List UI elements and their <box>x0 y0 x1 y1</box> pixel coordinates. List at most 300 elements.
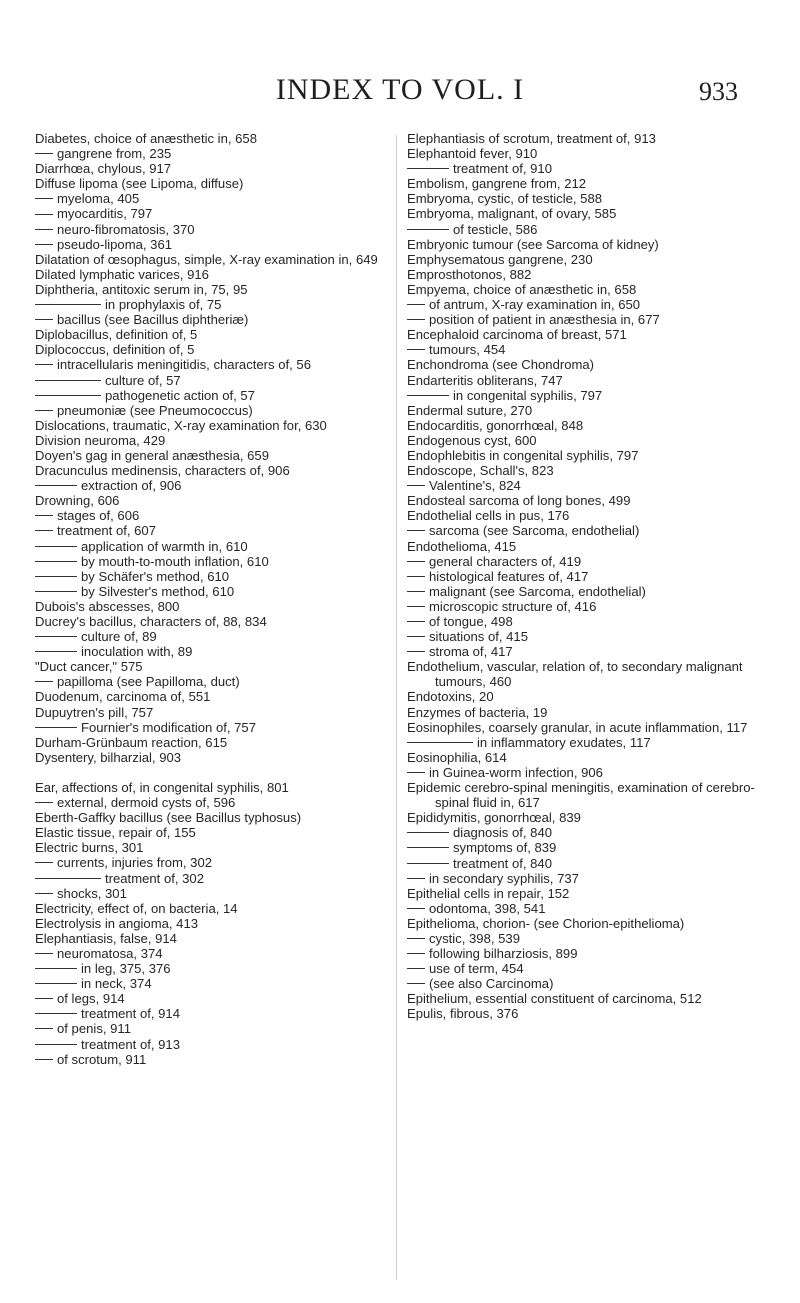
index-entry <box>35 448 385 463</box>
index-subentry <box>35 644 385 659</box>
ditto-dash <box>35 1013 77 1014</box>
index-subentry <box>407 161 767 176</box>
index-entry <box>407 1006 767 1021</box>
entry-text: Endophlebitis in congenital syphilis, 797 <box>407 447 639 463</box>
ditto-dash <box>35 244 53 245</box>
ditto-dash <box>407 485 425 486</box>
index-subentry <box>35 1037 385 1052</box>
ditto-dash <box>407 606 425 607</box>
ditto-dash <box>407 319 425 320</box>
entry-text: of penis, 911 <box>57 1021 132 1037</box>
ditto-dash <box>35 1044 77 1045</box>
index-entry <box>407 493 767 508</box>
ditto-dash <box>407 591 425 592</box>
index-entry <box>407 237 767 252</box>
index-entry <box>35 659 385 674</box>
entry-text: Dilatation of œsophagus, simple, X-ray examination in, 649 <box>35 251 378 267</box>
ditto-dash <box>35 395 101 396</box>
entry-text: Dubois's abscesses, 800 <box>35 598 180 614</box>
entry-text: in secondary syphilis, 737 <box>429 870 579 886</box>
entry-text: culture of, 89 <box>81 629 157 645</box>
page-header <box>0 72 800 112</box>
entry-text: Endocarditis, gonorrhœal, 848 <box>407 417 584 433</box>
index-entry <box>35 282 385 297</box>
ditto-dash <box>407 968 425 969</box>
index-entry <box>407 750 767 765</box>
index-entry <box>35 599 385 614</box>
page-number: 933 <box>699 77 738 106</box>
ditto-dash <box>35 153 53 154</box>
ditto-dash <box>35 651 77 652</box>
entry-text: Encephaloid carcinoma of breast, 571 <box>407 327 627 343</box>
index-subentry <box>35 1052 385 1067</box>
entry-text: myeloma, 405 <box>57 191 140 207</box>
ditto-dash <box>407 576 425 577</box>
index-entry <box>407 886 767 901</box>
index-subentry <box>35 886 385 901</box>
entry-text: of antrum, X-ray examination in, 650 <box>429 297 641 313</box>
index-subentry <box>35 855 385 870</box>
index-entry <box>35 342 385 357</box>
index-entry <box>407 720 767 735</box>
index-entry <box>35 735 385 750</box>
entry-text: Electricity, effect of, on bacteria, 14 <box>35 900 238 916</box>
ditto-dash <box>407 304 425 305</box>
entry-text: Embryonic tumour (see Sarcoma of kidney) <box>407 236 659 252</box>
index-subentry <box>35 629 385 644</box>
index-entry <box>35 780 385 795</box>
entry-text: Eosinophiles, coarsely granular, in acute inflammation, 117 <box>407 719 748 735</box>
index-subentry <box>35 1021 385 1036</box>
index-subentry <box>407 825 767 840</box>
index-entry <box>407 448 767 463</box>
ditto-dash <box>35 319 53 320</box>
index-subentry <box>35 539 385 554</box>
index-subentry <box>407 976 767 991</box>
entry-text: treatment of, 607 <box>57 523 156 539</box>
entry-text: Embryoma, cystic, of testicle, 588 <box>407 191 603 207</box>
entry-text: sarcoma (see Sarcoma, endothelial) <box>429 523 640 539</box>
index-subentry <box>407 629 767 644</box>
index-subentry <box>35 961 385 976</box>
ditto-dash <box>407 878 425 879</box>
ditto-dash <box>35 636 77 637</box>
ditto-dash <box>35 380 101 381</box>
entry-text: treatment of, 910 <box>453 161 552 177</box>
index-subentry <box>35 523 385 538</box>
index-subentry <box>35 403 385 418</box>
entry-text: by Silvester's method, 610 <box>81 583 235 599</box>
ditto-dash <box>407 395 449 396</box>
ditto-dash <box>35 561 77 562</box>
index-entry <box>35 931 385 946</box>
index-subentry <box>407 765 767 780</box>
index-subentry <box>407 388 767 403</box>
ditto-dash <box>407 636 425 637</box>
index-entry <box>35 252 385 267</box>
index-subentry <box>35 674 385 689</box>
index-subentry <box>35 312 385 327</box>
entry-text: myocarditis, 797 <box>57 206 153 222</box>
entry-text: Endogenous cyst, 600 <box>407 432 537 448</box>
entry-text: Endosteal sarcoma of long bones, 499 <box>407 493 631 509</box>
entry-text: Elephantoid fever, 910 <box>407 146 538 162</box>
ditto-dash <box>407 530 425 531</box>
ditto-dash <box>407 561 425 562</box>
index-entry <box>35 614 385 629</box>
index-entry <box>35 810 385 825</box>
entry-text: situations of, 415 <box>429 629 528 645</box>
entry-text: microscopic structure of, 416 <box>429 598 597 614</box>
entry-text: Emprosthotonos, 882 <box>407 266 532 282</box>
entry-text: Endothelial cells in pus, 176 <box>407 508 570 524</box>
index-entry <box>35 267 385 282</box>
entry-text: Ear, affections of, in congenital syphilis, 801 <box>35 779 289 795</box>
ditto-dash <box>407 908 425 909</box>
entry-text: stages of, 606 <box>57 508 140 524</box>
index-entry <box>407 252 767 267</box>
index-subentry <box>35 237 385 252</box>
entry-text: neuromatosa, 374 <box>57 945 163 961</box>
index-subentry <box>407 931 767 946</box>
index-entry <box>407 659 767 689</box>
entry-text: currents, injuries from, 302 <box>57 855 213 871</box>
entry-text: malignant (see Sarcoma, endothelial) <box>429 583 646 599</box>
ditto-dash <box>35 229 53 230</box>
entry-text: intracellularis meningitidis, characters of, 56 <box>57 357 311 373</box>
index-subentry <box>35 222 385 237</box>
entry-text: inoculation with, 89 <box>81 644 193 660</box>
index-subentry <box>35 795 385 810</box>
entry-text: in neck, 374 <box>81 976 152 992</box>
index-subentry <box>35 976 385 991</box>
entry-text: of scrotum, 911 <box>57 1051 147 1067</box>
ditto-dash <box>35 998 53 999</box>
index-entry <box>407 539 767 554</box>
index-subentry <box>35 720 385 735</box>
entry-text: Diabetes, choice of anæsthetic in, 658 <box>35 131 257 146</box>
ditto-dash <box>407 863 449 864</box>
index-subentry <box>35 206 385 221</box>
ditto-dash <box>35 530 53 531</box>
index-subentry <box>407 599 767 614</box>
ditto-dash <box>35 953 53 954</box>
entry-text: application of warmth in, 610 <box>81 538 248 554</box>
entry-text: in Guinea-worm infection, 906 <box>429 764 603 780</box>
entry-text: Elastic tissue, repair of, 155 <box>35 825 196 841</box>
entry-text: Electric burns, 301 <box>35 840 144 856</box>
ditto-dash <box>35 893 53 894</box>
entry-text: Dysentery, bilharzial, 903 <box>35 749 182 765</box>
index-subentry <box>35 373 385 388</box>
entry-text: culture of, 57 <box>105 372 181 388</box>
ditto-dash <box>407 229 449 230</box>
entry-text: Diffuse lipoma (see Lipoma, diffuse) <box>35 176 244 192</box>
index-entry <box>35 916 385 931</box>
index-subentry <box>407 840 767 855</box>
entry-text: Epididymitis, gonorrhœal, 839 <box>407 810 581 826</box>
entry-text: by Schäfer's method, 610 <box>81 568 230 584</box>
section-gap <box>35 765 385 780</box>
index-entry <box>407 267 767 282</box>
entry-text: Doyen's gag in general anæsthesia, 659 <box>35 447 269 463</box>
index-subentry <box>407 644 767 659</box>
index-entry <box>35 176 385 191</box>
index-entry <box>35 433 385 448</box>
index-entry <box>35 825 385 840</box>
index-entry <box>407 508 767 523</box>
index-subentry <box>407 946 767 961</box>
entry-text: Endothelioma, 415 <box>407 538 517 554</box>
index-entry <box>407 403 767 418</box>
index-column-right <box>407 131 767 1022</box>
entry-text: Eosinophilia, 614 <box>407 749 507 765</box>
entry-text: diagnosis of, 840 <box>453 825 553 841</box>
ditto-dash <box>407 832 449 833</box>
index-entry <box>407 131 767 146</box>
entry-text: Diphtheria, antitoxic serum in, 75, 95 <box>35 281 248 297</box>
entry-text: Electrolysis in angioma, 413 <box>35 915 199 931</box>
ditto-dash <box>35 681 53 682</box>
index-entry <box>407 206 767 221</box>
index-subentry <box>407 735 767 750</box>
entry-text: (see also Carcinoma) <box>429 976 554 992</box>
entry-text: pseudo-lipoma, 361 <box>57 236 173 252</box>
index-entry <box>35 705 385 720</box>
index-subentry <box>407 222 767 237</box>
ditto-dash <box>35 878 101 879</box>
ditto-dash <box>35 576 77 577</box>
index-entry <box>35 161 385 176</box>
index-subentry <box>35 357 385 372</box>
entry-text: use of term, 454 <box>429 961 524 977</box>
index-subentry <box>407 961 767 976</box>
entry-text: histological features of, 417 <box>429 568 589 584</box>
entry-text: gangrene from, 235 <box>57 146 172 162</box>
index-subentry <box>35 554 385 569</box>
index-subentry <box>407 871 767 886</box>
entry-text: Epithelium, essential constituent of carcinoma, 512 <box>407 991 702 1007</box>
entry-text: Emphysematous gangrene, 230 <box>407 251 593 267</box>
page-title: INDEX TO VOL. I <box>275 73 525 106</box>
entry-text: treatment of, 840 <box>453 855 552 871</box>
index-entry <box>35 901 385 916</box>
entry-text: in prophylaxis of, 75 <box>105 297 222 313</box>
entry-text: stroma of, 417 <box>429 644 513 660</box>
entry-text: in inflammatory exudates, 117 <box>477 734 651 750</box>
ditto-dash <box>35 485 77 486</box>
entry-text: Fournier's modification of, 757 <box>81 719 256 735</box>
index-entry <box>407 463 767 478</box>
ditto-dash <box>407 349 425 350</box>
entry-text: Enchondroma (see Chondroma) <box>407 357 595 373</box>
index-subentry <box>407 523 767 538</box>
index-subentry <box>35 871 385 886</box>
index-entry <box>35 689 385 704</box>
index-entry <box>35 418 385 433</box>
index-entry <box>407 176 767 191</box>
index-subentry <box>35 991 385 1006</box>
ditto-dash <box>407 651 425 652</box>
index-entry <box>407 418 767 433</box>
index-entry <box>407 433 767 448</box>
index-subentry <box>407 554 767 569</box>
ditto-dash <box>407 621 425 622</box>
entry-text: in leg, 375, 376 <box>81 961 171 977</box>
index-subentry <box>407 297 767 312</box>
entry-text: Dislocations, traumatic, X-ray examination for, 630 <box>35 417 327 433</box>
entry-text: Diplococcus, definition of, 5 <box>35 342 195 358</box>
index-subentry <box>35 1006 385 1021</box>
ditto-dash <box>35 198 53 199</box>
ditto-dash <box>35 727 77 728</box>
entry-text: Embryoma, malignant, of ovary, 585 <box>407 206 617 222</box>
entry-text: cystic, 398, 539 <box>429 930 520 946</box>
entry-text: Enzymes of bacteria, 19 <box>407 704 548 720</box>
index-entry <box>407 357 767 372</box>
ditto-dash <box>407 983 425 984</box>
entry-text: Empyema, choice of anæsthetic in, 658 <box>407 281 637 297</box>
index-subentry <box>35 388 385 403</box>
entry-text: Diarrhœa, chylous, 917 <box>35 161 172 177</box>
entry-text: Dilated lymphatic varices, 916 <box>35 266 209 282</box>
entry-text: position of patient in anæsthesia in, 677 <box>429 312 660 328</box>
entry-text: following bilharziosis, 899 <box>429 946 578 962</box>
entry-text: symptoms of, 839 <box>453 840 557 856</box>
index-subentry <box>35 508 385 523</box>
entry-text: bacillus (see Bacillus diphtheriæ) <box>57 312 249 328</box>
index-entry <box>407 705 767 720</box>
index-entry <box>407 916 767 931</box>
index-entry <box>407 810 767 825</box>
ditto-dash <box>35 862 53 863</box>
index-subentry <box>407 478 767 493</box>
index-subentry <box>35 584 385 599</box>
entry-text: Epidemic cerebro-spinal meningitis, examination of cerebro-spinal fluid in, 617 <box>407 780 755 811</box>
index-subentry <box>407 584 767 599</box>
entry-text: Elephantiasis, false, 914 <box>35 930 177 946</box>
entry-text: Division neuroma, 429 <box>35 432 166 448</box>
index-entry <box>407 327 767 342</box>
index-subentry <box>407 312 767 327</box>
ditto-dash <box>35 1059 53 1060</box>
index-subentry <box>407 614 767 629</box>
entry-text: Drowning, 606 <box>35 493 120 509</box>
ditto-dash <box>35 304 101 305</box>
entry-text: of testicle, 586 <box>453 221 538 237</box>
ditto-dash <box>35 1028 53 1029</box>
entry-text: general characters of, 419 <box>429 553 582 569</box>
entry-text: treatment of, 914 <box>81 1006 180 1022</box>
entry-text: Dupuytren's pill, 757 <box>35 704 154 720</box>
entry-text: Embolism, gangrene from, 212 <box>407 176 587 192</box>
entry-text: Endermal suture, 270 <box>407 402 533 418</box>
ditto-dash <box>407 742 473 743</box>
index-column-left <box>35 131 385 1067</box>
ditto-dash <box>407 772 425 773</box>
entry-text: treatment of, 913 <box>81 1036 180 1052</box>
entry-text: Duodenum, carcinoma of, 551 <box>35 689 211 705</box>
ditto-dash <box>407 953 425 954</box>
entry-text: extraction of, 906 <box>81 478 182 494</box>
ditto-dash <box>35 546 77 547</box>
entry-text: Endoscope, Schall's, 823 <box>407 463 554 479</box>
entry-text: Eberth-Gaffky bacillus (see Bacillus typhosus) <box>35 810 302 826</box>
index-entry <box>407 146 767 161</box>
ditto-dash <box>407 847 449 848</box>
ditto-dash <box>35 515 53 516</box>
entry-text: by mouth-to-mouth inflation, 610 <box>81 553 269 569</box>
entry-text: Endotoxins, 20 <box>407 689 494 705</box>
entry-text: "Duct cancer," 575 <box>35 659 143 675</box>
index-subentry <box>35 478 385 493</box>
entry-text: Valentine's, 824 <box>429 478 521 494</box>
entry-text: Endothelium, vascular, relation of, to secondary malignant tumours, 460 <box>407 659 743 690</box>
index-entry <box>35 840 385 855</box>
index-subentry <box>35 146 385 161</box>
ditto-dash <box>35 364 53 365</box>
ditto-dash <box>35 214 53 215</box>
index-entry <box>35 327 385 342</box>
index-entry <box>407 282 767 297</box>
entry-text: Epithelioma, chorion- (see Chorion-epithelioma) <box>407 915 685 931</box>
index-entry <box>407 689 767 704</box>
ditto-dash <box>35 410 53 411</box>
index-subentry <box>35 297 385 312</box>
entry-text: external, dermoid cysts of, 596 <box>57 795 236 811</box>
ditto-dash <box>407 168 449 169</box>
ditto-dash <box>35 968 77 969</box>
entry-text: in congenital syphilis, 797 <box>453 387 603 403</box>
entry-text: of legs, 914 <box>57 991 125 1007</box>
index-entry <box>407 373 767 388</box>
index-entry <box>35 750 385 765</box>
entry-text: Epulis, fibrous, 376 <box>407 1006 519 1022</box>
index-subentry <box>407 856 767 871</box>
entry-text: of tongue, 498 <box>429 614 513 629</box>
index-subentry <box>407 901 767 916</box>
index-entry <box>35 463 385 478</box>
entry-text: Durham-Grünbaum reaction, 615 <box>35 734 228 750</box>
ditto-dash <box>407 938 425 939</box>
column-divider <box>396 135 397 1280</box>
entry-text: Dracunculus medinensis, characters of, 906 <box>35 463 290 479</box>
entry-text: Endarteritis obliterans, 747 <box>407 372 563 388</box>
entry-text: papilloma (see Papilloma, duct) <box>57 674 240 690</box>
entry-text: pathogenetic action of, 57 <box>105 387 255 403</box>
entry-text: Elephantiasis of scrotum, treatment of, 913 <box>407 131 656 146</box>
entry-text: Epithelial cells in repair, 152 <box>407 885 570 901</box>
ditto-dash <box>35 802 53 803</box>
entry-text: Diplobacillus, definition of, 5 <box>35 327 198 343</box>
index-subentry <box>35 946 385 961</box>
entry-text: tumours, 454 <box>429 342 506 358</box>
index-entry <box>35 493 385 508</box>
index-subentry <box>407 569 767 584</box>
entry-text: pneumoniæ (see Pneumococcus) <box>57 402 253 418</box>
entry-text: Ducrey's bacillus, characters of, 88, 834 <box>35 614 267 629</box>
index-entry <box>35 131 385 146</box>
entry-text: neuro-fibromatosis, 370 <box>57 221 195 237</box>
index-entry <box>407 780 767 810</box>
index-subentry <box>407 342 767 357</box>
ditto-dash <box>35 983 77 984</box>
ditto-dash <box>35 591 77 592</box>
index-entry <box>407 991 767 1006</box>
entry-text: shocks, 301 <box>57 885 127 901</box>
entry-text: odontoma, 398, 541 <box>429 900 546 916</box>
index-subentry <box>35 191 385 206</box>
